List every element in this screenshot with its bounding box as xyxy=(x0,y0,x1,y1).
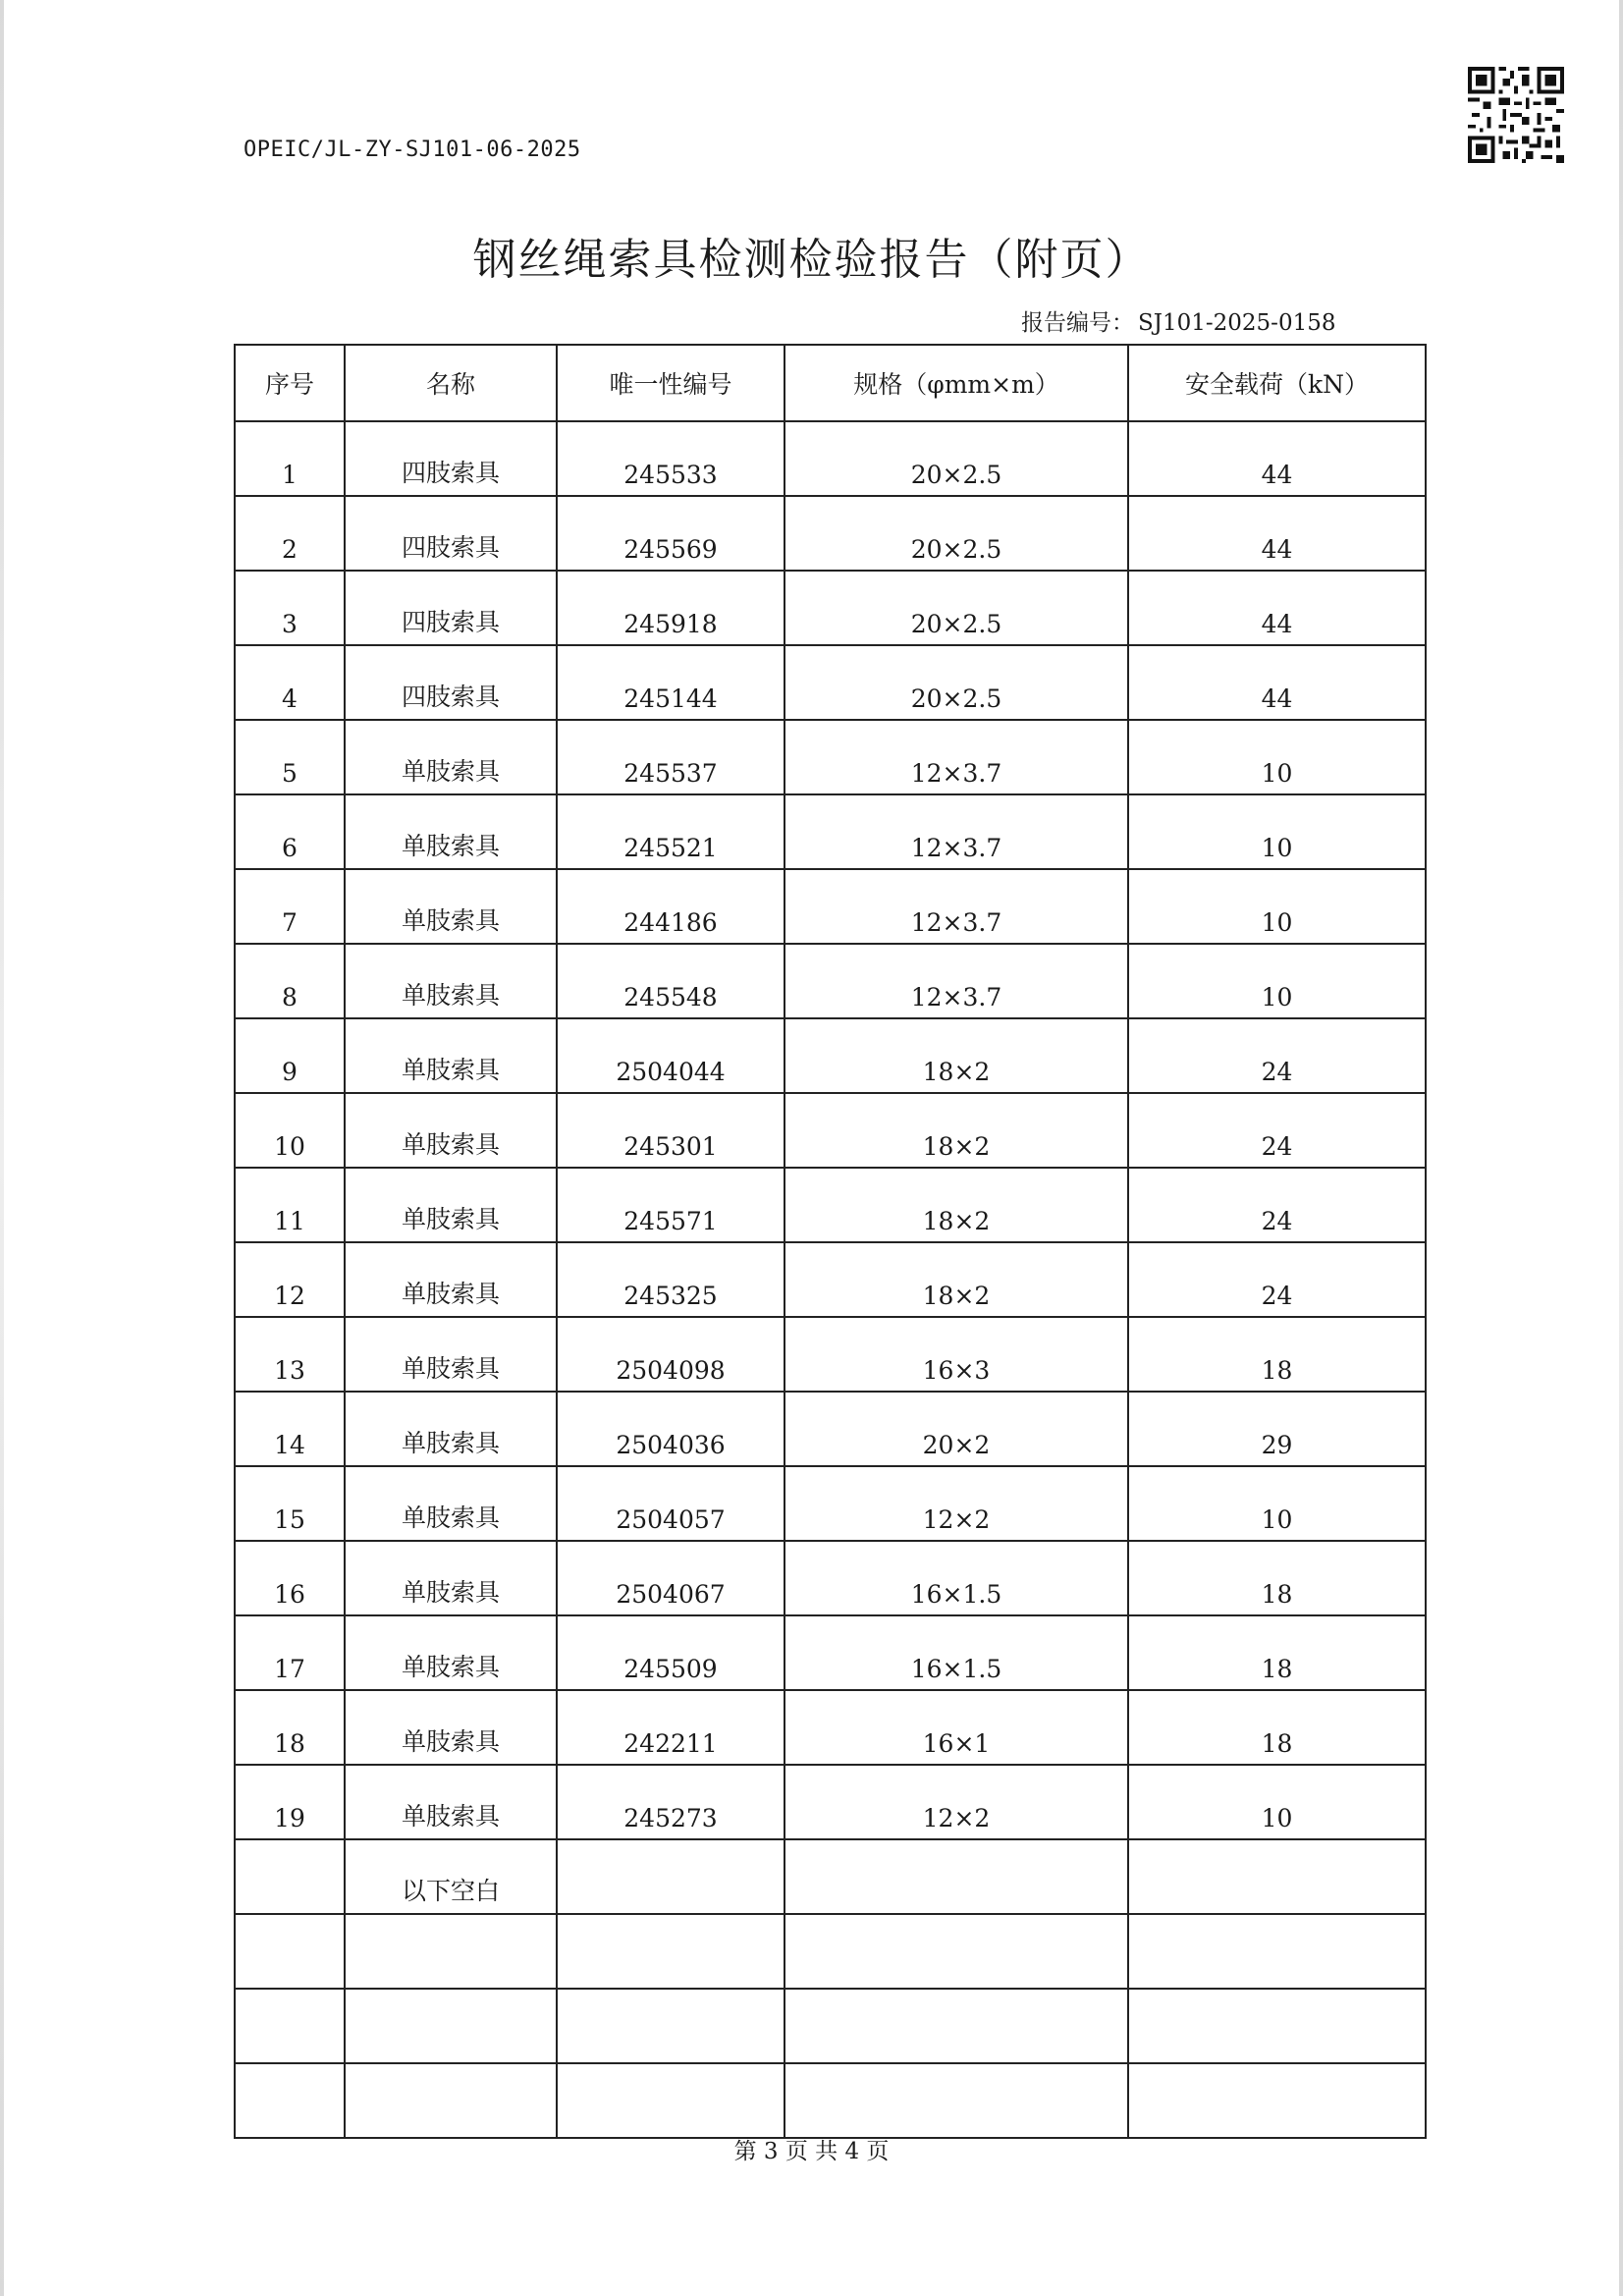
cell-name: 单肢索具 xyxy=(345,1317,557,1392)
cell-load: 10 xyxy=(1128,869,1426,944)
table-row xyxy=(235,1541,1426,1615)
cell-spec xyxy=(784,1839,1128,1914)
cell-load: 18 xyxy=(1128,1615,1426,1690)
cell-uid: 2504057 xyxy=(557,1466,784,1541)
cell-uid: 2504044 xyxy=(557,1018,784,1093)
cell-spec: 12×2 xyxy=(784,1466,1128,1541)
table-row xyxy=(235,720,1426,794)
cell-load: 44 xyxy=(1128,645,1426,720)
cell-spec: 18×2 xyxy=(784,1168,1128,1242)
cell-load: 18 xyxy=(1128,1690,1426,1765)
cell-uid: 245144 xyxy=(557,645,784,720)
cell-name: 以下空白 xyxy=(345,1839,557,1914)
cell-name: 四肢索具 xyxy=(345,571,557,645)
cell-spec: 16×1 xyxy=(784,1690,1128,1765)
cell-name: 单肢索具 xyxy=(345,1093,557,1168)
header-spec: 规格（φmm×m） xyxy=(784,345,1128,421)
table-row xyxy=(235,1093,1426,1168)
table-row xyxy=(235,1392,1426,1466)
cell-name: 单肢索具 xyxy=(345,1168,557,1242)
scan-edge-left xyxy=(0,0,4,2296)
cell-index: 13 xyxy=(235,1317,345,1392)
sling-inspection-table xyxy=(234,344,1427,2139)
cell-uid: 244186 xyxy=(557,869,784,944)
report-number xyxy=(1021,304,1336,337)
cell-spec: 12×2 xyxy=(784,1765,1128,1839)
cell-uid xyxy=(557,1989,784,2063)
table-row xyxy=(235,1765,1426,1839)
page-footer: 第 3 页 共 4 页 xyxy=(733,2139,890,2164)
cell-spec: 20×2.5 xyxy=(784,496,1128,571)
table-row xyxy=(235,1690,1426,1765)
cell-spec: 16×1.5 xyxy=(784,1541,1128,1615)
table-row xyxy=(235,1989,1426,2063)
cell-uid: 2504067 xyxy=(557,1541,784,1615)
cell-load xyxy=(1128,1989,1426,2063)
document-code: OPEIC/JL-ZY-SJ101-06-2025 xyxy=(243,137,581,162)
cell-load: 10 xyxy=(1128,1765,1426,1839)
cell-name: 单肢索具 xyxy=(345,720,557,794)
cell-uid: 245918 xyxy=(557,571,784,645)
header-name: 名称 xyxy=(345,345,557,421)
table-row xyxy=(235,869,1426,944)
cell-uid: 2504036 xyxy=(557,1392,784,1466)
table-row xyxy=(235,645,1426,720)
cell-load xyxy=(1128,2063,1426,2138)
cell-spec: 18×2 xyxy=(784,1242,1128,1317)
cell-load: 18 xyxy=(1128,1541,1426,1615)
cell-name: 单肢索具 xyxy=(345,1690,557,1765)
cell-uid: 245571 xyxy=(557,1168,784,1242)
cell-index: 11 xyxy=(235,1168,345,1242)
table-row xyxy=(235,2063,1426,2138)
cell-uid: 245533 xyxy=(557,421,784,496)
cell-load: 44 xyxy=(1128,496,1426,571)
cell-spec: 20×2 xyxy=(784,1392,1128,1466)
cell-index: 9 xyxy=(235,1018,345,1093)
cell-name: 单肢索具 xyxy=(345,1018,557,1093)
table-row xyxy=(235,1317,1426,1392)
cell-uid: 245325 xyxy=(557,1242,784,1317)
cell-name: 单肢索具 xyxy=(345,869,557,944)
cell-index: 19 xyxy=(235,1765,345,1839)
cell-load: 18 xyxy=(1128,1317,1426,1392)
cell-index xyxy=(235,1914,345,1989)
cell-name: 单肢索具 xyxy=(345,1242,557,1317)
cell-spec: 16×3 xyxy=(784,1317,1128,1392)
cell-load: 10 xyxy=(1128,944,1426,1018)
cell-load: 10 xyxy=(1128,794,1426,869)
table-body xyxy=(235,421,1426,2138)
cell-index: 5 xyxy=(235,720,345,794)
scan-edge-right xyxy=(1619,0,1623,2296)
cell-load xyxy=(1128,1914,1426,1989)
cell-name: 四肢索具 xyxy=(345,496,557,571)
cell-index: 15 xyxy=(235,1466,345,1541)
cell-load: 10 xyxy=(1128,1466,1426,1541)
table-row xyxy=(235,1466,1426,1541)
cell-uid xyxy=(557,1914,784,1989)
cell-index: 1 xyxy=(235,421,345,496)
table-row xyxy=(235,1242,1426,1317)
table-row xyxy=(235,794,1426,869)
cell-load: 24 xyxy=(1128,1093,1426,1168)
cell-name: 单肢索具 xyxy=(345,1541,557,1615)
cell-index: 8 xyxy=(235,944,345,1018)
table-row xyxy=(235,421,1426,496)
cell-name: 四肢索具 xyxy=(345,421,557,496)
cell-spec: 16×1.5 xyxy=(784,1615,1128,1690)
cell-spec: 20×2.5 xyxy=(784,421,1128,496)
cell-uid: 245521 xyxy=(557,794,784,869)
cell-load: 10 xyxy=(1128,720,1426,794)
cell-load: 24 xyxy=(1128,1242,1426,1317)
header-load: 安全载荷（kN） xyxy=(1128,345,1426,421)
page-title: 钢丝绳索具检测检验报告（附页） xyxy=(472,235,1151,285)
cell-index: 10 xyxy=(235,1093,345,1168)
cell-index: 4 xyxy=(235,645,345,720)
cell-spec: 18×2 xyxy=(784,1018,1128,1093)
table-row xyxy=(235,944,1426,1018)
cell-uid xyxy=(557,1839,784,1914)
table-row xyxy=(235,1914,1426,1989)
table-row xyxy=(235,496,1426,571)
cell-uid: 245537 xyxy=(557,720,784,794)
cell-index: 2 xyxy=(235,496,345,571)
cell-spec xyxy=(784,2063,1128,2138)
cell-spec: 20×2.5 xyxy=(784,645,1128,720)
cell-name xyxy=(345,1989,557,2063)
cell-name: 单肢索具 xyxy=(345,1615,557,1690)
cell-index: 6 xyxy=(235,794,345,869)
cell-spec: 12×3.7 xyxy=(784,869,1128,944)
cell-index xyxy=(235,1989,345,2063)
cell-uid: 245548 xyxy=(557,944,784,1018)
cell-uid: 2504098 xyxy=(557,1317,784,1392)
table-row xyxy=(235,1018,1426,1093)
cell-load xyxy=(1128,1839,1426,1914)
report-number-value: SJ101-2025-0158 xyxy=(1138,310,1336,336)
header-index: 序号 xyxy=(235,345,345,421)
cell-index: 12 xyxy=(235,1242,345,1317)
table-row xyxy=(235,1168,1426,1242)
cell-load: 24 xyxy=(1128,1018,1426,1093)
cell-name xyxy=(345,2063,557,2138)
cell-uid: 245273 xyxy=(557,1765,784,1839)
cell-uid: 245301 xyxy=(557,1093,784,1168)
cell-load: 29 xyxy=(1128,1392,1426,1466)
cell-index: 17 xyxy=(235,1615,345,1690)
cell-name: 单肢索具 xyxy=(345,1466,557,1541)
report-number-label: 报告编号： xyxy=(1021,310,1134,336)
cell-index: 18 xyxy=(235,1690,345,1765)
cell-index: 14 xyxy=(235,1392,345,1466)
cell-index: 7 xyxy=(235,869,345,944)
cell-uid: 242211 xyxy=(557,1690,784,1765)
cell-spec: 12×3.7 xyxy=(784,720,1128,794)
cell-load: 44 xyxy=(1128,571,1426,645)
cell-load: 44 xyxy=(1128,421,1426,496)
cell-spec: 12×3.7 xyxy=(784,944,1128,1018)
cell-uid: 245509 xyxy=(557,1615,784,1690)
cell-index: 3 xyxy=(235,571,345,645)
cell-spec xyxy=(784,1989,1128,2063)
table-row xyxy=(235,1615,1426,1690)
cell-name xyxy=(345,1914,557,1989)
table-header-row xyxy=(235,345,1426,421)
cell-load: 24 xyxy=(1128,1168,1426,1242)
cell-index: 16 xyxy=(235,1541,345,1615)
cell-spec: 12×3.7 xyxy=(784,794,1128,869)
table-row xyxy=(235,1839,1426,1914)
cell-name: 单肢索具 xyxy=(345,794,557,869)
cell-spec xyxy=(784,1914,1128,1989)
qr-code-icon xyxy=(1468,67,1564,163)
cell-name: 单肢索具 xyxy=(345,1392,557,1466)
cell-index xyxy=(235,1839,345,1914)
cell-name: 单肢索具 xyxy=(345,1765,557,1839)
cell-spec: 18×2 xyxy=(784,1093,1128,1168)
cell-name: 四肢索具 xyxy=(345,645,557,720)
cell-uid: 245569 xyxy=(557,496,784,571)
cell-name: 单肢索具 xyxy=(345,944,557,1018)
table-row xyxy=(235,571,1426,645)
cell-uid xyxy=(557,2063,784,2138)
cell-index xyxy=(235,2063,345,2138)
header-uid: 唯一性编号 xyxy=(557,345,784,421)
cell-spec: 20×2.5 xyxy=(784,571,1128,645)
